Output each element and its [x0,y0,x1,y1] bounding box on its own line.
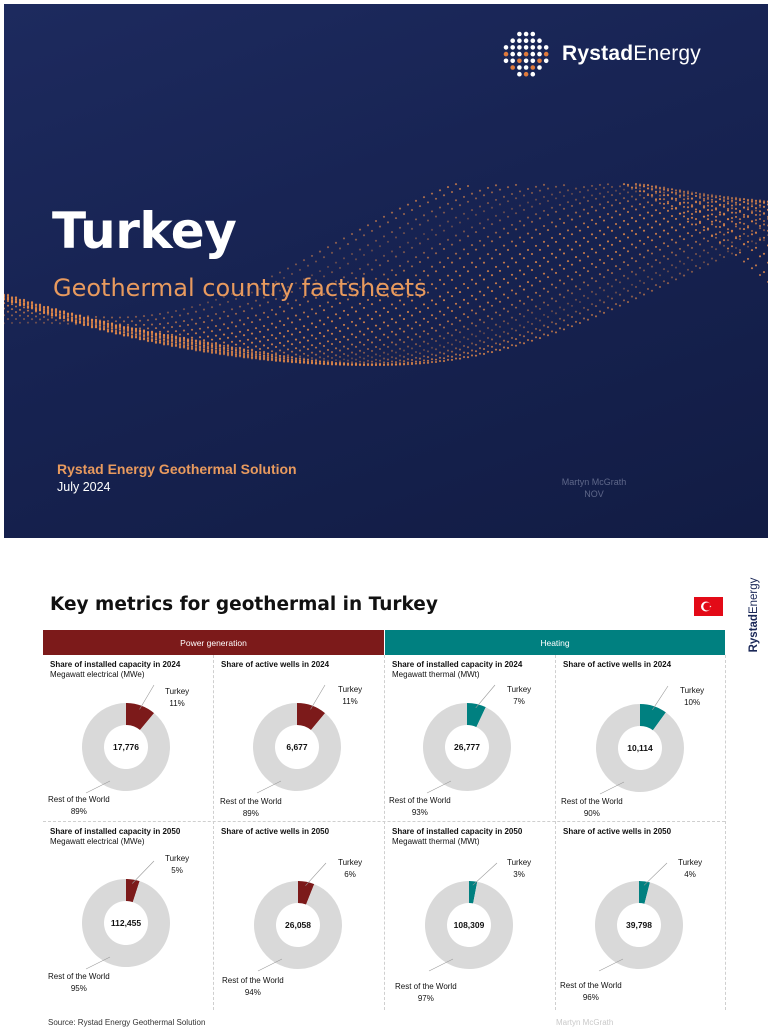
section-header-power-generation: Power generation [43,630,384,655]
donut-chart [556,656,726,821]
chart-title: Share of active wells in 2024 [563,660,672,669]
category-label: Rest of the World [220,797,282,806]
category-label: Turkey [165,854,190,863]
value-label: 4% [684,870,696,879]
category-label: Rest of the World [389,796,451,805]
donut-chart [214,656,384,821]
leader-line [644,863,667,885]
value-label: 5% [171,866,183,875]
value-label: 7% [513,697,525,706]
metrics-title: Key metrics for geothermal in Turkey [50,594,438,615]
footer-watermark: Martyn McGrath [556,1018,614,1027]
chart-title: Share of installed capacity in 2050 [392,827,523,836]
cover-title: Turkey [52,202,237,260]
donut-chart-card [385,656,555,821]
donut-chart [214,823,384,988]
donut-center-total: 112,455 [110,918,142,928]
value-label: 6% [344,870,356,879]
side-logo-text: RystadEnergy [748,577,760,653]
value-label: 93% [411,808,428,817]
donut-chart [43,823,213,988]
watermark-org: NOV [584,489,604,499]
cover-date: July 2024 [57,480,111,494]
value-label: 94% [244,988,261,997]
donut-chart-card [556,823,726,1002]
donut-chart-card [385,823,555,1003]
leader-line [86,781,110,793]
value-label: 97% [417,994,434,1003]
value-label: 95% [70,984,87,993]
turkey-flag-icon [694,597,723,616]
category-label: Turkey [165,687,190,696]
category-label: Rest of the World [48,972,110,981]
value-label: 10% [684,698,701,707]
value-label: 11% [169,699,185,708]
watermark-name: Martyn McGrath [561,477,627,487]
donut-chart [385,823,555,988]
leader-line [600,782,624,794]
chart-title: Share of installed capacity in 2024 [50,660,181,669]
category-label: Turkey [338,685,363,694]
value-label: 89% [242,809,259,818]
value-label: 89% [70,807,87,816]
category-label: Turkey [507,858,532,867]
category-label: Rest of the World [560,981,622,990]
donut-chart-card [556,656,726,821]
category-label: Rest of the World [395,982,457,991]
chart-subtitle: Megawatt thermal (MWt) [392,670,480,679]
chart-title: Share of active wells in 2050 [221,827,330,836]
category-label: Rest of the World [561,797,623,806]
category-label: Rest of the World [48,795,110,804]
leader-line [257,781,281,793]
chart-title: Share of active wells in 2050 [563,827,672,836]
logo-text: RystadEnergy [562,42,701,65]
donut-center-total: 17,776 [113,742,139,752]
category-label: Turkey [678,858,703,867]
chart-subtitle: Megawatt electrical (MWe) [50,670,145,679]
donut-center-total: 6,677 [286,742,308,752]
source-note: Source: Rystad Energy Geothermal Solution [48,1018,206,1027]
divider [43,821,725,822]
donut-center-total: 39,798 [626,920,652,930]
donut-chart [385,656,555,821]
leader-line [258,959,282,971]
chart-subtitle: Megawatt electrical (MWe) [50,837,145,846]
category-label: Turkey [680,686,705,695]
cover-solution-name: Rystad Energy Geothermal Solution [57,461,297,477]
donut-chart-card [43,823,213,993]
flag-crescent-icon [694,597,723,616]
donut-chart-card [214,823,384,997]
leader-line [652,686,668,710]
donut-chart [43,656,213,821]
leader-line [132,861,154,883]
donut-center-total: 26,058 [285,920,311,930]
leader-line [86,957,110,969]
donut-chart-card [214,656,384,821]
section-header-heating: Heating [385,630,725,655]
chart-subtitle: Megawatt thermal (MWt) [392,837,480,846]
leader-line [427,781,451,793]
cover-subtitle: Geothermal country factsheets [53,274,427,302]
chart-title: Share of installed capacity in 2024 [392,660,523,669]
leader-line [311,685,325,709]
value-label: 90% [583,809,600,818]
donut-chart [556,823,726,988]
donut-center-total: 108,309 [453,920,485,930]
side-logo [742,578,766,652]
leader-line [305,863,326,886]
value-label: 96% [582,993,599,1002]
category-label: Turkey [507,685,532,694]
value-label: 3% [513,870,525,879]
cover-slide [4,4,768,538]
donut-center-total: 10,114 [627,743,653,753]
value-label: 11% [342,697,358,706]
chart-title: Share of installed capacity in 2050 [50,827,181,836]
leader-line [429,959,453,971]
donut-chart-card [43,656,213,821]
logo-sphere-icon [500,28,552,80]
leader-line [599,959,623,971]
dotted-wave-graphic [4,4,768,538]
cover-watermark [534,476,654,500]
leader-line [476,685,495,708]
chart-title: Share of active wells in 2024 [221,660,330,669]
category-label: Rest of the World [222,976,284,985]
leader-line [473,863,497,885]
leader-line [140,685,154,709]
donut-center-total: 26,777 [454,742,480,752]
rystad-logo [500,28,701,80]
category-label: Turkey [338,858,363,867]
